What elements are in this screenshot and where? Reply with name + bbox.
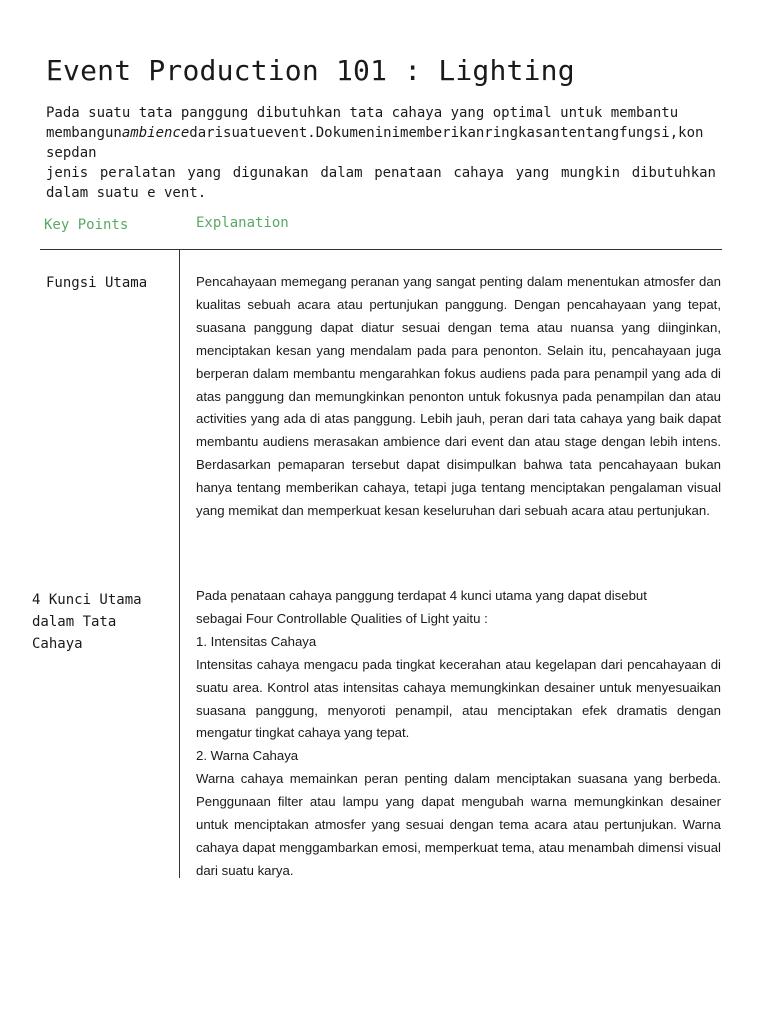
intro-line-5: dalam suatu e vent. — [46, 185, 207, 201]
table-row-2-key-line-2: dalam Tata — [32, 614, 117, 630]
table-row-2-explanation — [196, 585, 721, 883]
table-row-1-explanation-text: Pencahayaan memegang peranan yang sangat penting dalam menentukan atmosfer dan kualitas sebuah acara atau pertunjukan panggung. Dengan pencahayaan yang tepat, suasana panggung dapat diatur sesuai dengan tema atau nuansa yang diinginkan, menciptakan kesan yang mendalam pada para penonton. Selain itu, pencahayaan juga berperan dalam membantu mengarahkan fokus audiens pada para penampil yang ada di atas panggung dan memungkinkan penonton untuk fokusnya pada penampilan dan atau activities yang ada di atas panggung. Lebih jauh, peran dari tata cahaya yang baik dapat membantu audiens merasakan ambience dari event dan atau stage dengan lebih intens. Berdasarkan pemaparan tersebut dapat disimpulkan bahwa tata pencahayaan bukan hanya tentang memberikan cahaya, tetapi juga tentang menciptakan pengalaman visual yang memikat dan memperkuat kesan keseluruhan dari sebuah acara atau pertunjukan. — [196, 274, 721, 519]
table-row-2-key — [32, 589, 162, 655]
table-row-2-intro-line-2: sebagai Four Controllable Qualities of Light yaitu : — [196, 610, 488, 626]
intro-line-4: jenis peralatan yang digunakan dalam penataan cahaya yang mungkin dibutuhkan — [46, 165, 716, 181]
table-column-divider — [179, 250, 180, 878]
quality-1-title: 1. Intensitas Cahaya — [196, 633, 317, 649]
quality-1-text: Intensitas cahaya mengacu pada tingkat kecerahan atau kegelapan dari pencahayaan di suatu area. Kontrol atas intensitas cahaya memungkinkan desainer untuk menyesuaikan suasana panggung, menyoroti penampil, atau menciptakan efek dramatis dengan mengatur tingkat cahaya yang tepat. — [196, 656, 721, 741]
intro-line-2-pre: membangun — [46, 125, 122, 141]
intro-line-3: sepdan — [46, 145, 97, 161]
table-row-1-explanation — [196, 271, 721, 523]
column-header-explanation: Explanation — [196, 215, 289, 231]
column-header-key-points: Key Points — [44, 217, 129, 233]
table-row-2-intro-line-1: Pada penataan cahaya panggung terdapat 4 kunci utama yang dapat disebut — [196, 588, 647, 603]
table-row-1-key: Fungsi Utama — [46, 275, 148, 291]
table-header-divider — [40, 249, 722, 250]
intro-line-1: Pada suatu tata panggung dibutuhkan tata cahaya yang optimal untuk membantu — [46, 105, 679, 121]
quality-2-title: 2. Warna Cahaya — [196, 748, 299, 764]
intro-ambience-emphasis: ambience — [121, 125, 190, 141]
page-title: Event Production 101 : Lighting — [46, 54, 575, 87]
table-row-2-key-line-3: Cahaya — [32, 636, 83, 652]
intro-line-2 — [46, 123, 716, 143]
intro-line-2-post: darisuatuevent.Dokumeninimemberikanringkasantentangfungsi,kon — [189, 125, 704, 141]
quality-2-text: Warna cahaya memainkan peran penting dalam menciptakan suasana yang berbeda. Penggunaan filter atau lampu yang dapat mengubah warna memungkinkan desainer untuk menciptakan atmosfer yang sesuai dengan tema acara atau pertunjukan. Warna cahaya dapat menggambarkan emosi, memperkuat tema, atau menambah dimensi visual dari suatu karya. — [196, 771, 721, 878]
table-row-2-key-line-1: 4 Kunci Utama — [32, 592, 142, 608]
intro-paragraph — [46, 103, 716, 203]
